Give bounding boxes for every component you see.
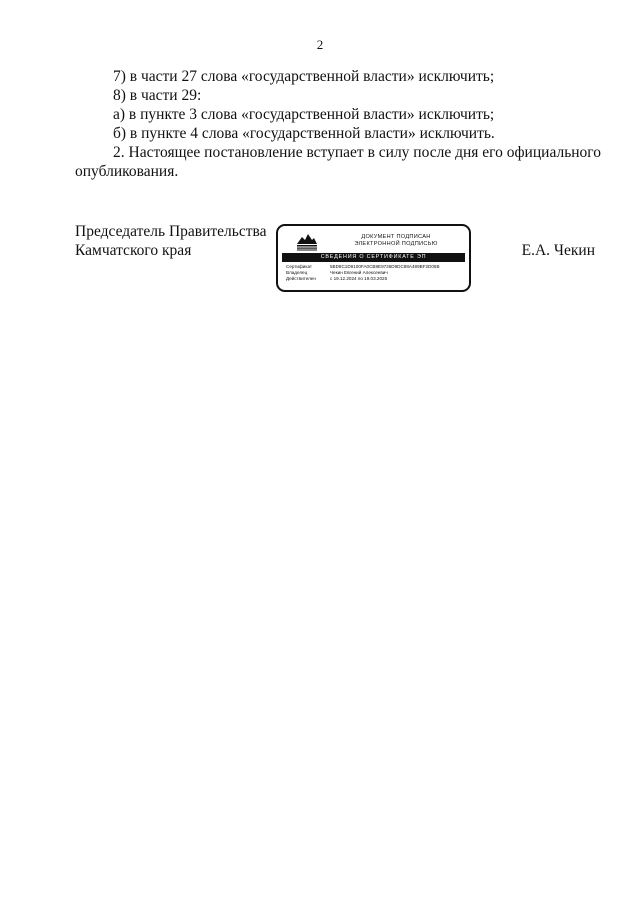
- stamp-row-label: Действителен: [286, 276, 316, 281]
- electronic-signature-stamp: [276, 224, 471, 292]
- paragraph-subitem-a: а) в пункте 3 слова «государственной власти» исключить;: [113, 106, 495, 123]
- stamp-header-line2: ЭЛЕКТРОННОЙ ПОДПИСЬЮ: [354, 241, 438, 247]
- paragraph-item-8: 8) в части 29:: [113, 87, 202, 104]
- page-number: 2: [316, 37, 324, 52]
- signatory-name: Е.А. Чекин: [521, 242, 595, 259]
- stamp-row-value: Чекин Евгений Алексеевич: [330, 270, 388, 275]
- stamp-row-label: Сертификат: [286, 264, 313, 269]
- signatory-title-line2: Камчатского края: [75, 242, 192, 259]
- paragraph-item-7: 7) в части 27 слова «государственной власти» исключить;: [113, 68, 495, 85]
- paragraph-2-line1: 2. Настоящее постановление вступает в силу после дня его официального: [113, 144, 602, 161]
- kamchatka-emblem-icon: [295, 231, 319, 251]
- signatory-title: [75, 222, 267, 260]
- stamp-header-line1: ДОКУМЕНТ ПОДПИСАН: [361, 234, 431, 240]
- stamp-certificate-bar: СВЕДЕНИЯ О СЕРТИФИКАТЕ ЭП: [282, 253, 465, 262]
- stamp-row-validity: [286, 276, 387, 282]
- stamp-row-value: с 19.12.2024 по 19.03.2026: [330, 276, 388, 281]
- paragraph-2-line2: опубликования.: [75, 163, 179, 180]
- signatory-title-line1: Председатель Правительства: [75, 223, 267, 240]
- stamp-row-label: Владелец: [286, 270, 308, 275]
- stamp-row-value: 5BD8C1D9100FA0CB8E9736D9DC98A489BF2D05B: [330, 264, 440, 269]
- paragraph-subitem-b: б) в пункте 4 слова «государственной власти» исключить.: [113, 125, 495, 142]
